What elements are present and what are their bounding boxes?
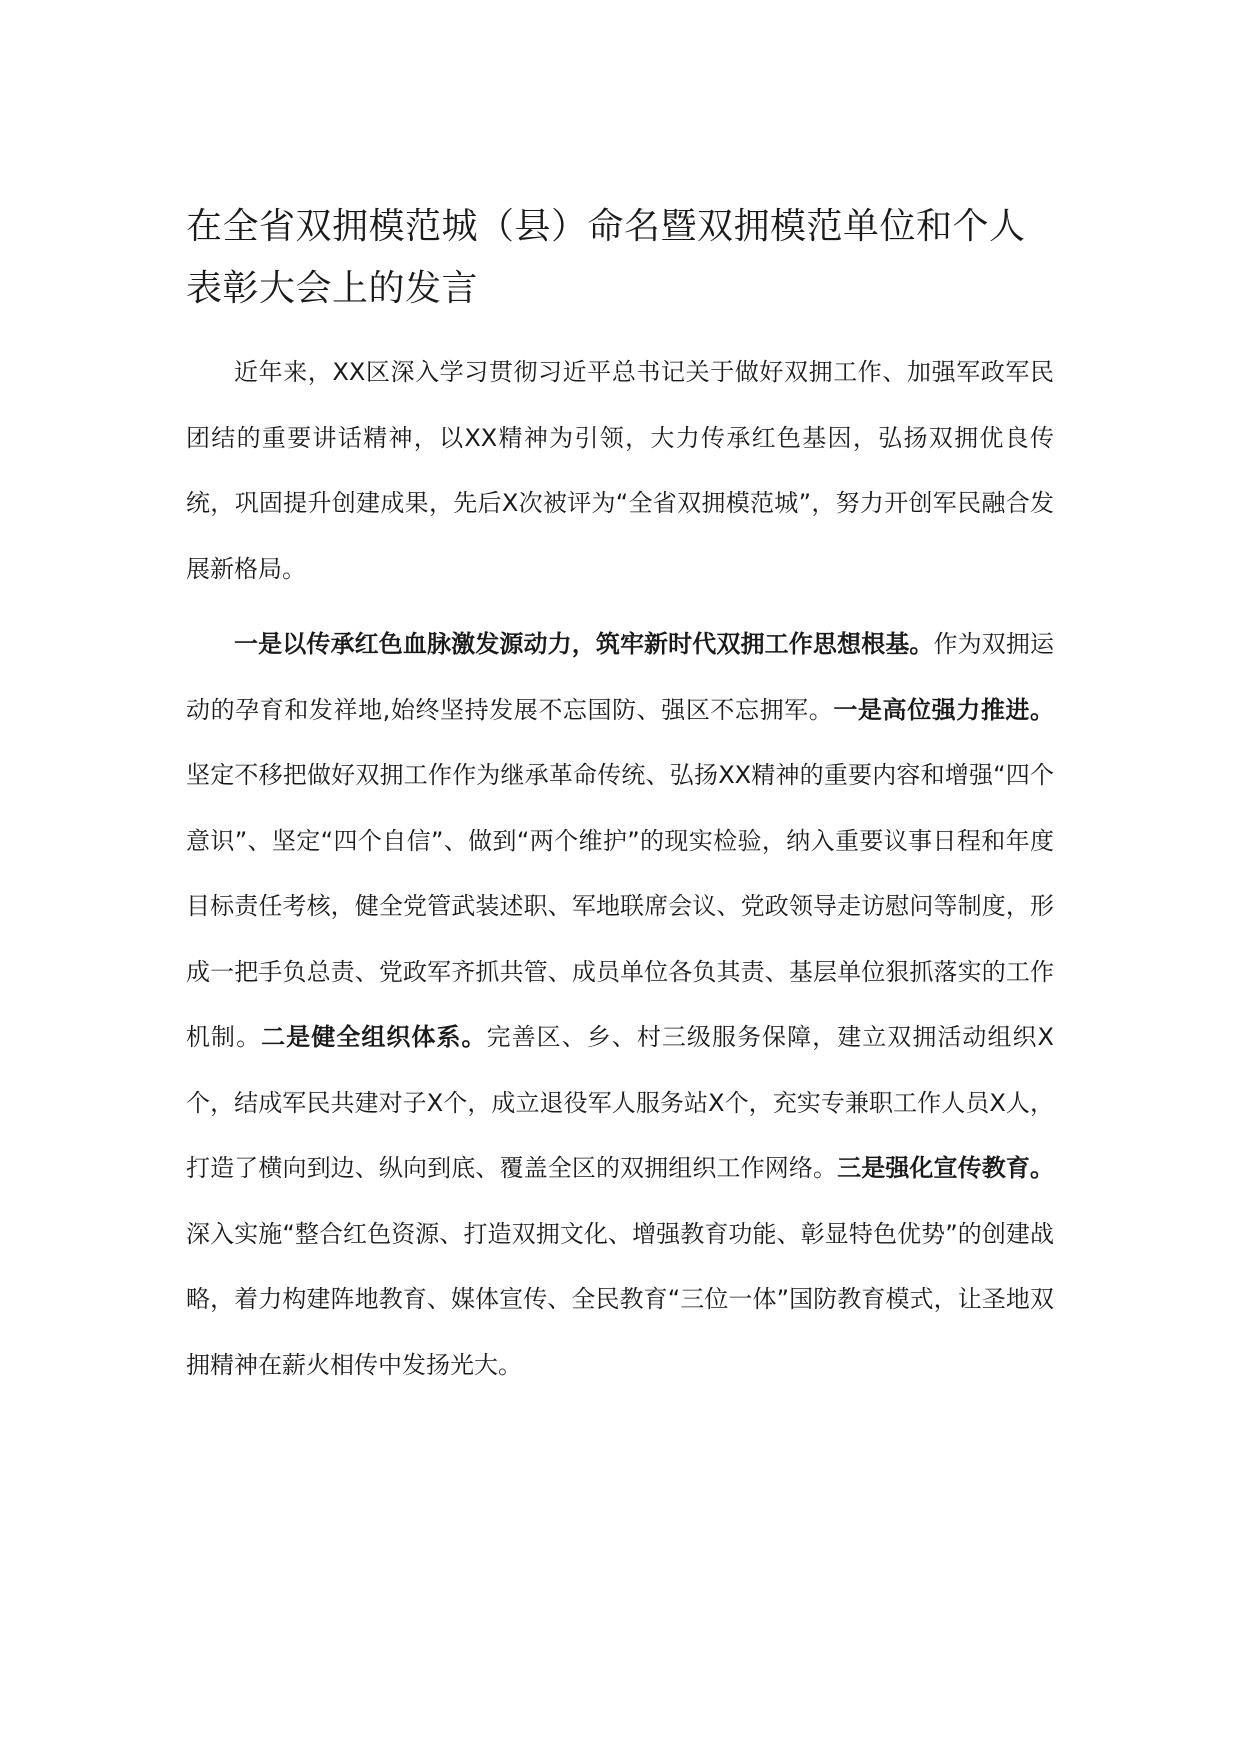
section-1-heading: 一是以传承红色血脉激发源动力，筑牢新时代双拥工作思想根基。 [234,630,934,658]
point-1-heading: 一是高位强力推进。 [833,695,1054,724]
document-page [186,196,1054,1408]
section-1-lead: 作为双拥运动的孕育和发祥地,始终坚持发展不忘国防、强区不忘拥军。 [186,630,1055,724]
intro-paragraph: 近年来，XX区深入学习贯彻习近平总书记关于做好双拥工作、加强军政军民团结的重要讲话精神，以XX精神为引领，大力传承红色基因，弘扬双拥优良传统，巩固提升创建成果，先后X次被评为“全省双拥模范城”，努力开创军民融合发展新格局。 [186,358,1054,583]
point-3-heading: 三是强化宣传教育。 [837,1154,1055,1182]
point-1-text: 坚定不移把做好双拥工作作为继承革命传统、弘扬XX精神的重要内容和增强“四个意识”、坚定“四个自信”、做到“两个维护”的现实检验，纳入重要议事日程和年度目标责任考核，健全党管武装述职、军地联席会议、党政领导走访慰问等制度，形成一把手负总责、党政军齐抓共管、成员单位各负其责、基层单位狠抓落实的工作机制。 [186,761,1054,1051]
point-2-text: 完善区、乡、村三级服务保障，建立双拥活动组织X个，结成军民共建对子X个，成立退役军人服务站X个，充实专兼职工作人员X人，打造了横向到边、纵向到底、覆盖全区的双拥组织工作网络。 [186,1023,1055,1182]
point-2-heading: 二是健全组织体系。 [261,1023,487,1051]
section-1-paragraph [186,612,1054,1398]
document-title: 在全省双拥模范城（县）命名暨双拥模范单位和个人表彰大会上的发言 [186,206,1026,309]
point-3-text: 深入实施“整合红色资源、打造双拥文化、增强教育功能、彰显特色优势”的创建战略，着力构建阵地教育、媒体宣传、全民教育“三位一体”国防教育模式，让圣地双拥精神在薪火相传中发扬光大。 [186,1219,1054,1379]
